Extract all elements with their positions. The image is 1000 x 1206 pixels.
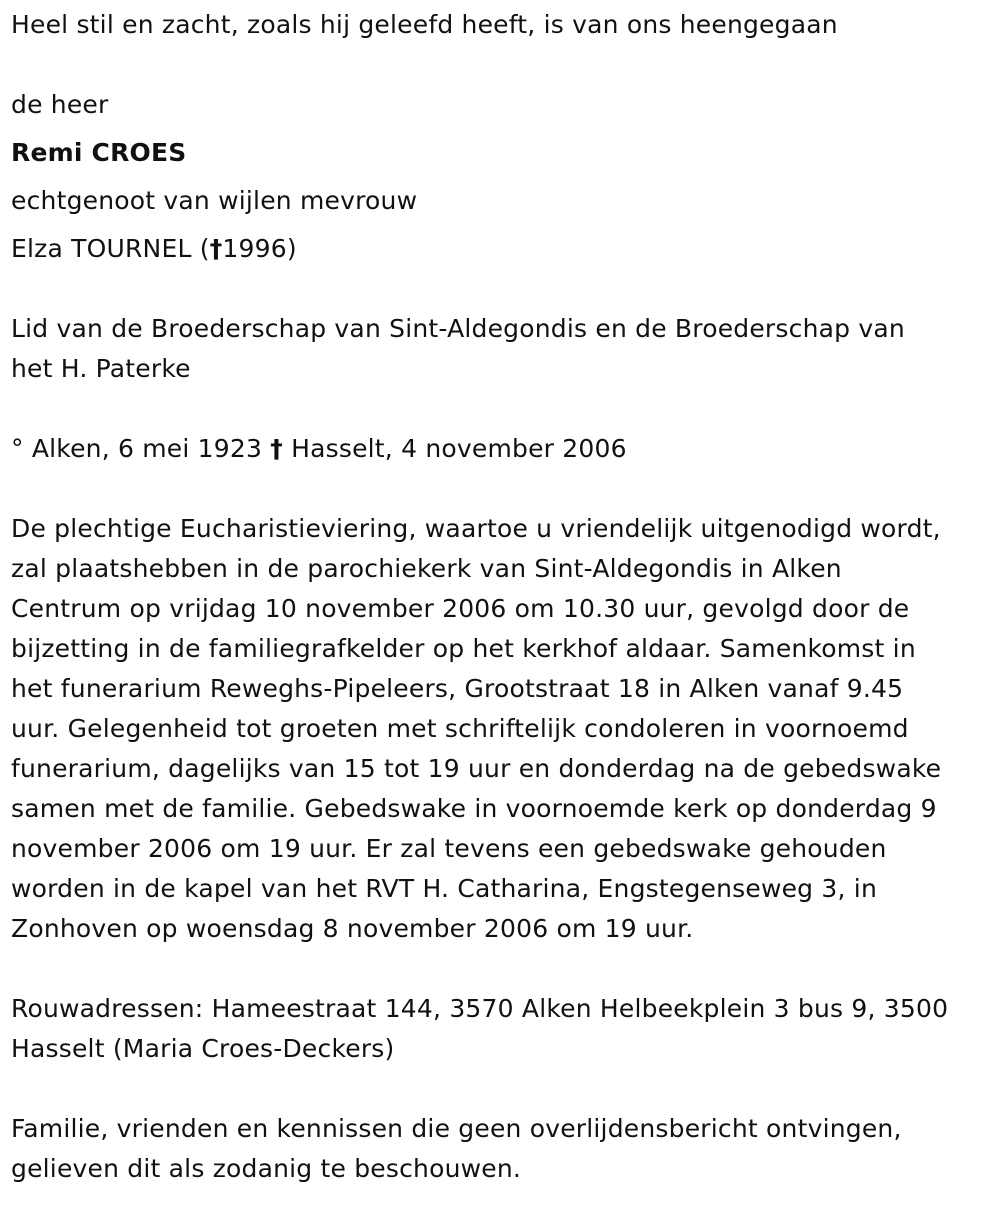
ceremony-line: Zonhoven op woensdag 8 november 2006 om 19 uur. xyxy=(11,914,694,943)
membership-line-2: het H. Paterke xyxy=(11,354,191,383)
ceremony-line: uur. Gelegenheid tot groeten met schriftelijk condoleren in voornoemd xyxy=(11,714,909,743)
death-date: Hasselt, 4 november 2006 xyxy=(282,434,627,463)
spouse-line xyxy=(11,229,297,269)
birth-death-dates xyxy=(11,429,627,469)
ceremony-line: november 2006 om 19 uur. Er zal tevens een gebedswake gehouden xyxy=(11,834,887,863)
deceased-name: Remi CROES xyxy=(11,138,187,167)
address-line: Rouwadressen: Hameestraat 144, 3570 Alken Helbeekplein 3 bus 9, 3500 xyxy=(11,994,949,1023)
address-line: Hasselt (Maria Croes-Deckers) xyxy=(11,1034,395,1063)
membership-line-1: Lid van de Broederschap van Sint-Aldegondis en de Broederschap van xyxy=(11,314,905,343)
cross-icon: † xyxy=(270,434,283,463)
ceremony-line: het funerarium Reweghs-Pipeleers, Grootstraat 18 in Alken vanaf 9.45 xyxy=(11,674,904,703)
spouse-relation: echtgenoot van wijlen mevrouw xyxy=(11,186,418,215)
ceremony-line: zal plaatshebben in de parochiekerk van Sint-Aldegondis in Alken xyxy=(11,554,842,583)
cross-icon: † xyxy=(209,234,223,263)
ceremony-line: samen met de familie. Gebedswake in voornoemde kerk op donderdag 9 xyxy=(11,794,937,823)
ceremony-line: worden in de kapel van het RVT H. Catharina, Engstegenseweg 3, in xyxy=(11,874,877,903)
ceremony-line: bijzetting in de familiegrafkelder op het kerkhof aldaar. Samenkomst in xyxy=(11,634,916,663)
intro-text: Heel stil en zacht, zoals hij geleefd heeft, is van ons heengegaan xyxy=(11,10,838,39)
title-prefix: de heer xyxy=(11,90,109,119)
spouse-name: Elza TOURNEL ( xyxy=(11,234,210,263)
ceremony-line: Centrum op vrijdag 10 november 2006 om 10.30 uur, gevolgd door de xyxy=(11,594,910,623)
spouse-death-year: 1996) xyxy=(222,234,297,263)
ceremony-line: De plechtige Eucharistieviering, waartoe u vriendelijk uitgenodigd wordt, xyxy=(11,514,941,543)
closing-line: Familie, vrienden en kennissen die geen overlijdensbericht ontvingen, xyxy=(11,1114,902,1143)
closing-line: gelieven dit als zodanig te beschouwen. xyxy=(11,1154,522,1183)
birth-date: ° Alken, 6 mei 1923 xyxy=(11,434,271,463)
ceremony-line: funerarium, dagelijks van 15 tot 19 uur en donderdag na de gebedswake xyxy=(11,754,942,783)
